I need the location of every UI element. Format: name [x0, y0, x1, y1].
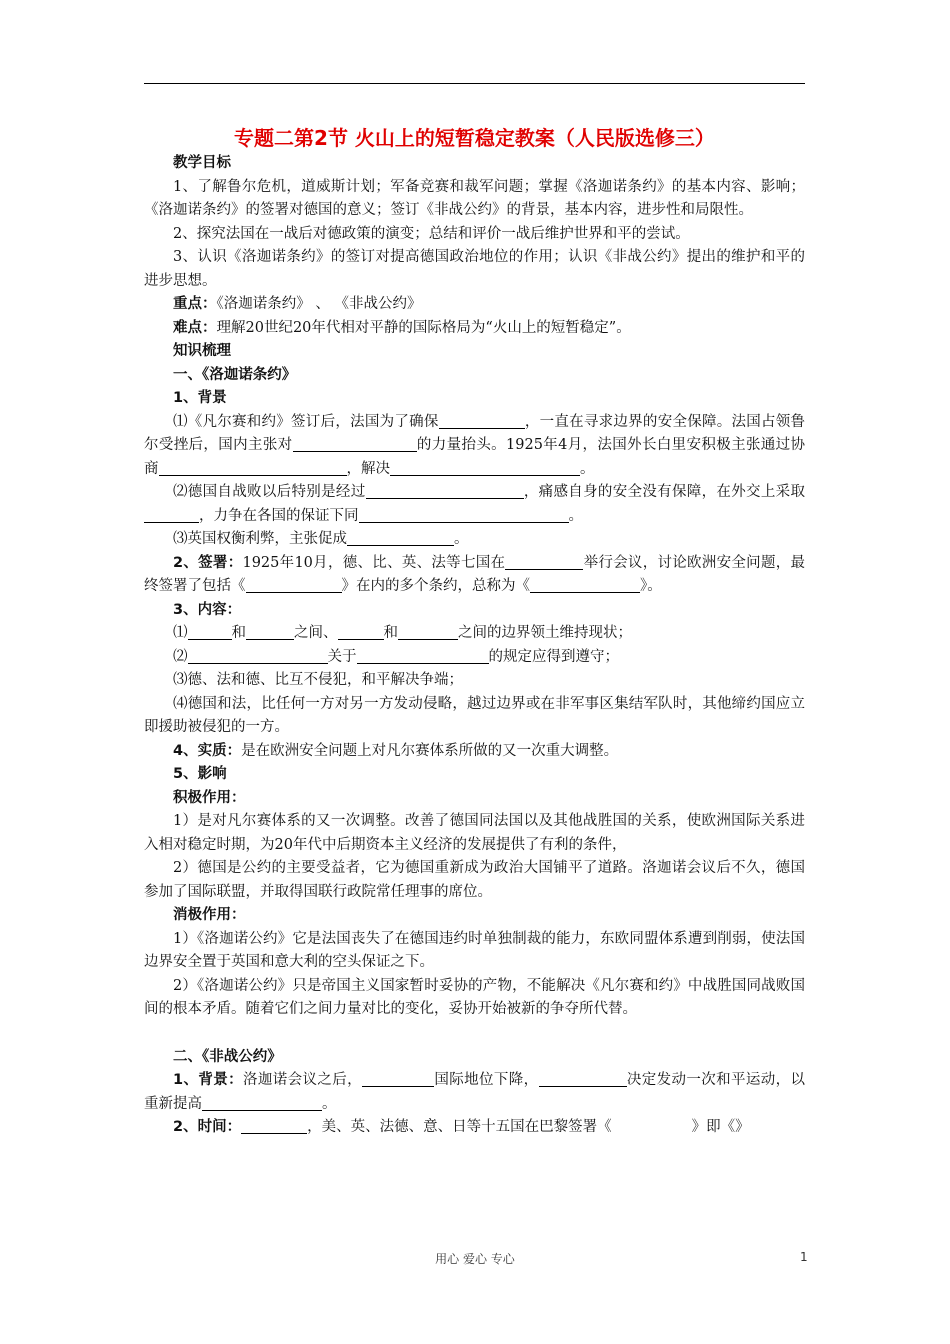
fill-blank[interactable] — [202, 1094, 322, 1111]
content-item-3: ⑶德、法和德、比互不侵犯，和平解决争端； — [173, 672, 463, 688]
fill-blank[interactable] — [188, 647, 328, 664]
positive-item-1: 1）是对凡尔赛体系的又一次调整。改善了德国同法国以及其他战胜国的关系，使欧洲国际关系进入相对稳定时期，为20年代中后期资本主义经济的发展提供了有利的条件， — [144, 813, 805, 853]
content-item-2: ⑵ 关于 的规定应得到遵守； — [173, 648, 619, 665]
document-title: 专题二第2节 火山上的短暂稳定教案（人民版选修三） — [234, 126, 715, 150]
fill-blank[interactable] — [362, 1070, 434, 1087]
page-number: 1 — [800, 1250, 808, 1264]
fill-blank[interactable] — [390, 459, 580, 476]
background-item-3: ⑶英国权衡利弊，主张促成 。 — [173, 531, 469, 547]
section-1-heading: 一、《洛迦诺条约》 — [173, 366, 297, 383]
fill-blank[interactable] — [539, 1070, 627, 1087]
difficult-points: 难点：理解20世纪20年代相对平静的国际格局为“火山上的短暂稳定”。 — [173, 319, 631, 336]
positive-heading: 积极作用： — [173, 789, 246, 806]
background-heading: 1、背景 — [173, 390, 227, 406]
footer-motto: 用心 爱心 专心 — [435, 1252, 515, 1266]
key-points: 重点：《洛迦诺条约》 、 《非战公约》 — [173, 296, 422, 312]
fill-blank[interactable] — [246, 623, 294, 640]
document-body — [144, 152, 805, 1140]
fill-blank[interactable] — [159, 459, 347, 476]
fill-blank[interactable] — [530, 576, 640, 593]
essence: 4、实质：是在欧洲安全问题上对凡尔赛体系所做的又一次重大调整。 — [173, 742, 619, 759]
fill-blank[interactable] — [357, 647, 489, 664]
fill-blank[interactable] — [347, 529, 454, 546]
negative-heading: 消极作用： — [173, 907, 246, 923]
fill-blank[interactable] — [439, 412, 525, 429]
fill-blank[interactable] — [505, 553, 583, 570]
content-item-4: ⑷德国和法，比任何一方对另一方发动侵略，越过边界或在非军事区集结军队时，其他缔约国应立即援助被侵犯的一方。 — [144, 695, 805, 735]
fill-blank[interactable] — [241, 1117, 307, 1134]
background-item-1: ⑴《凡尔赛和约》签订后，法国为了确保 ，一直在寻求边界的安全保障。法国占领鲁尔受挫后，国内主张对 的力量抬头。1925年4月，法国外长白里安积极主张通过协商 ，解决 。 — [144, 413, 806, 477]
content-heading: 3、内容： — [173, 601, 242, 618]
signing: 2、签署：1925年10月，德、比、英、法等七国在 举行会议，讨论欧洲安全问题，最终签署了包括《 》在内的多个条约，总称为《 》。 — [144, 554, 805, 594]
impact-heading: 5、影响 — [173, 766, 227, 782]
fill-blank[interactable] — [338, 623, 384, 640]
fill-blank[interactable] — [188, 623, 232, 640]
section-2-heading: 二、《非战公约》 — [173, 1048, 282, 1065]
fill-blank[interactable] — [398, 623, 458, 640]
fill-blank[interactable] — [144, 506, 199, 523]
negative-item-1: 1）《洛迦诺公约》它是法国丧失了在德国违约时单独制裁的能力，东欧同盟体系遭到削弱，使法国边界安全置于英国和意大利的空头保证之下。 — [144, 930, 805, 970]
positive-item-2: 2）德国是公约的主要受益者，它为德国重新成为政治大国铺平了道路。洛迦诺会议后不久，德国参加了国际联盟，并取得国联行政院常任理事的席位。 — [144, 860, 805, 900]
header-rule — [144, 83, 805, 84]
goal-1: 1、了解鲁尔危机，道威斯计划；军备竞赛和裁军问题；掌握《洛迦诺条约》的基本内容、影响；《洛迦诺条约》的签署对德国的意义；签订《非战公约》的背景，基本内容，进步性和局限性。 — [144, 178, 805, 218]
background-item-2: ⑵德国自战败以后特别是经过 ，痛感自身的安全没有保障，在外交上采取，力争在各国的保证下同 。 — [144, 481, 805, 528]
negative-item-2: 2）《洛迦诺公约》只是帝国主义国家暂时妥协的产物，不能解决《凡尔赛和约》中战胜国同战败国间的根本矛盾。随着它们之间力量对比的变化，妥协开始被新的争夺所代替。 — [144, 977, 805, 1017]
content-item-1: ⑴ 和 之间、 和 之间的边界领土维持现状； — [173, 625, 632, 641]
fill-blank[interactable] — [366, 482, 524, 499]
fill-blank[interactable] — [359, 506, 569, 523]
fill-blank[interactable] — [246, 576, 342, 593]
goals-heading: 教学目标 — [173, 155, 231, 171]
section-2-background: 1、背景：洛迦诺会议之后， 国际地位下降， 决定发动一次和平运动，以重新提高 。 — [144, 1072, 806, 1112]
goal-2: 2、探究法国在一战后对德政策的演变；总结和评价一战后维护世界和平的尝试。 — [173, 225, 690, 242]
fill-blank[interactable] — [293, 435, 417, 452]
knowledge-heading: 知识梳理 — [173, 343, 231, 359]
goal-3: 3、认识《洛迦诺条约》的签订对提高德国政治地位的作用；认识《非战公约》提出的维护和平的进步思想。 — [144, 249, 805, 289]
section-2-time: 2、时间： ，美、英、法德、意、日等十五国在巴黎签署《 》即《》 — [173, 1119, 750, 1135]
